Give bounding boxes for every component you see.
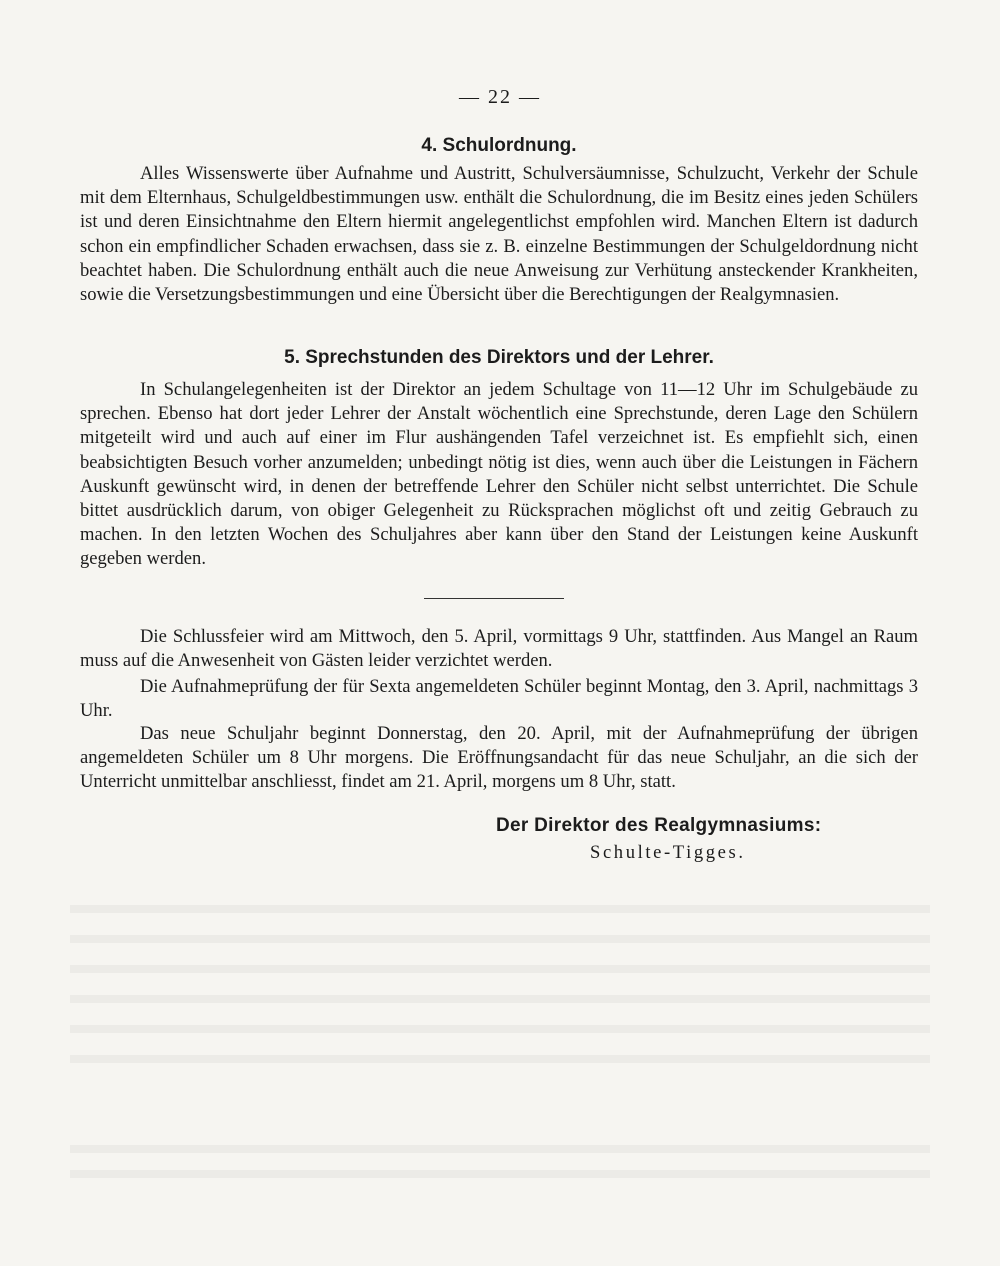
page-number: — 22 — (459, 86, 541, 108)
signature-name: Schulte-Tigges. (590, 842, 746, 863)
announcement-aufnahmepruefung: Die Aufnahmeprüfung der für Sexta angemeldeten Schüler beginnt Montag, den 3. April, nachmittags 3 Uhr. (80, 676, 918, 722)
signature-title: Der Direktor des Realgymnasiums: (496, 815, 822, 836)
show-through-mark (70, 1145, 930, 1153)
announcement-schuljahr: Das neue Schuljahr beginnt Donnerstag, den 20. April, mit der Aufnahmeprüfung der übrigen angemeldeten Schüler um 8 Uhr morgens. Die Eröffnungsandacht für das neue Schuljahr, an die sich der Unterricht unmittelbar anschliesst, findet am 21. April, morgens um 8 Uhr, statt. (80, 723, 918, 793)
show-through-mark (70, 1055, 930, 1063)
section-title-schulordnung: 4. Schulordnung. (421, 135, 577, 156)
show-through-mark (70, 1025, 930, 1033)
announcement-schlussfeier: Die Schlussfeier wird am Mittwoch, den 5. April, vormittags 9 Uhr, stattfinden. Aus Mangel an Raum muss auf die Anwesenheit von Gästen leider verzichtet werden. (80, 626, 918, 672)
show-through-mark (70, 1170, 930, 1178)
section-title-sprechstunden: 5. Sprechstunden des Direktors und der Lehrer. (284, 347, 714, 368)
show-through-mark (70, 935, 930, 943)
show-through-mark (70, 995, 930, 1003)
show-through-mark (70, 905, 930, 913)
paragraph-schulordnung: Alles Wissenswerte über Aufnahme und Austritt, Schulversäumnisse, Schulzucht, Verkehr der Schule mit dem Elternhaus, Schulgeldbestimmungen usw. enthält die Schulordnung, die im Besitz eines jeden Schülers ist und deren Einsichtnahme den Eltern hiermit angelegentlichst empfohlen wird. Manchen Eltern ist dadurch schon ein empfindlicher Schaden erwachsen, dass sie z. B. einzelne Bestimmungen der Schulgeldordnung nicht beachtet haben. Die Schulordnung enthält auch die neue Anweisung zur Verhütung ansteckender Krankheiten, sowie die Versetzungsbestimmungen und eine Übersicht über die Berechtigungen der Realgymnasien. (80, 163, 918, 306)
paragraph-sprechstunden: In Schulangelegenheiten ist der Direktor an jedem Schultage von 11—12 Uhr im Schulgebäude zu sprechen. Ebenso hat dort jeder Lehrer der Anstalt wöchentlich eine Sprechstunde, deren Lage den Schülern mitgeteilt wird und auch auf einer im Flur aushängenden Tafel verzeichnet ist. Es empfiehlt sich, einen beabsichtigten Besuch vorher anzumelden; unbedingt nötig ist dies, wenn auch über die Leistungen in Fächern Auskunft gewünscht wird, in denen der betreffende Lehrer den Schüler nicht selbst unterrichtet. Die Schule bittet ausdrücklich darum, von obiger Gelegenheit zu Rücksprachen möglichst oft und zeitig Gebrauch zu machen. In den letzten Wochen des Schuljahres aber kann über den Stand der Leistungen keine Auskunft gegeben werden. (80, 379, 918, 570)
separator-rule (424, 598, 564, 599)
show-through-mark (70, 965, 930, 973)
